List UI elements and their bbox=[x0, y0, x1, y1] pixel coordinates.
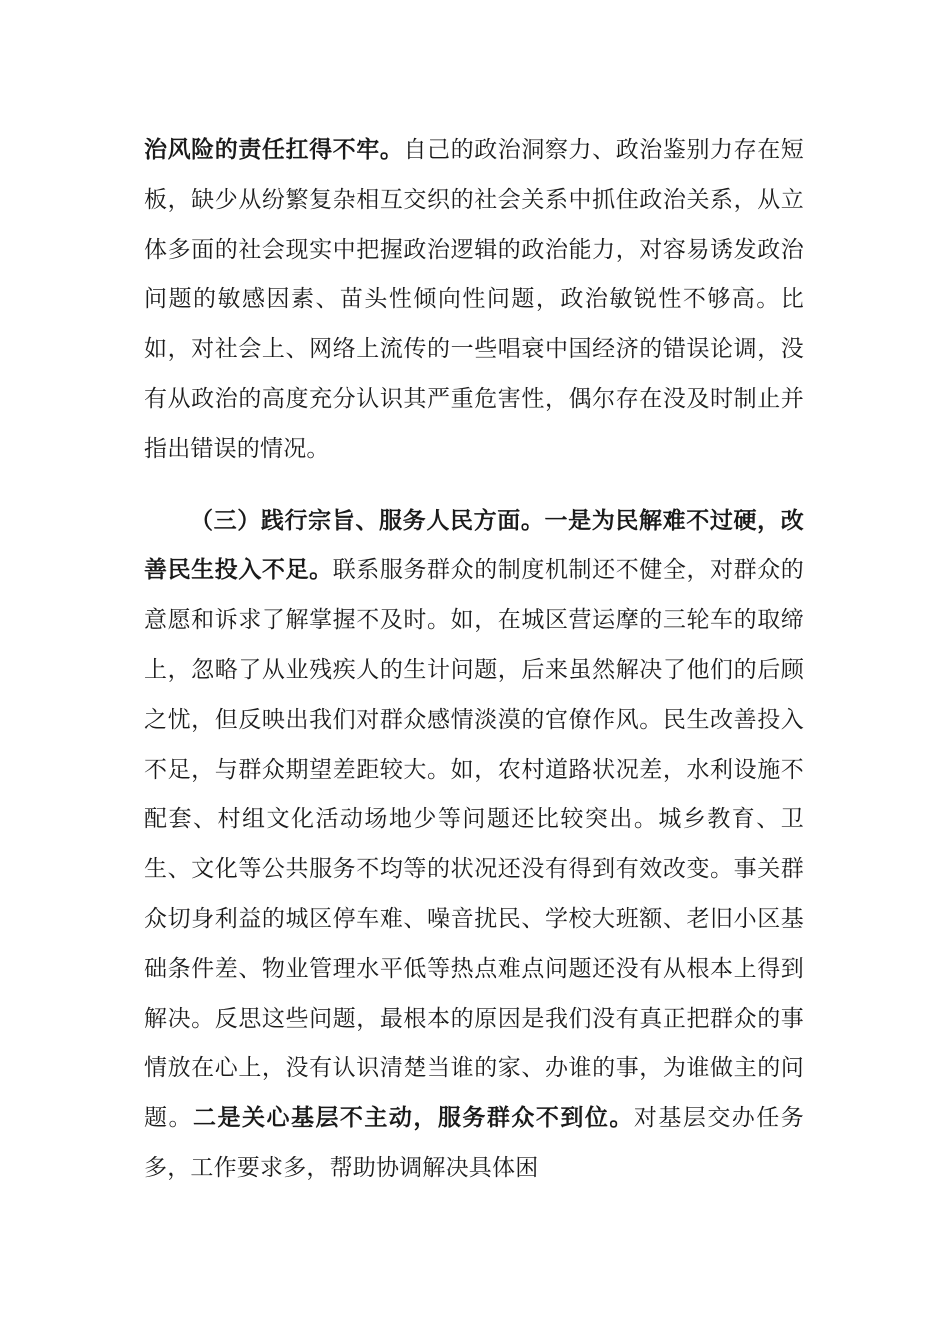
body-text: 联系服务群众的制度机制还不健全，对群众的意愿和诉求了解掌握不及时。如，在城区营运摩的三轮车的取缔上，忽略了从业残疾人的生计问题，后来虽然解决了他们的后顾之忧，但反映出我们对群众感情淡漠的官僚作风。民生改善投入不足，与群众期望差距较大。如，农村道路状况差，水利设施不配套、村组文化活动场地少等问题还比较突出。城乡教育、卫生、文化等公共服务不均等的状况还没有得到有效改变。事关群众切身利益的城区停车难、噪音扰民、学校大班额、老旧小区基础条件差、物业管理水平低等热点难点问题还没有从根本上得到解决。反思这些问题，最根本的原因是我们没有真正把群众的事情放在心上，没有认识清楚当谁的家、办谁的事，为谁做主的问题。 bbox=[144, 557, 804, 1132]
body-text: 自己的政治洞察力、政治鉴别力存在短板，缺少从纷繁复杂相互交织的社会关系中抓住政治关系，从立体多面的社会现实中把握政治逻辑的政治能力，对容易诱发政治问题的敏感因素、苗头性倾向性问题，政治敏锐性不够高。比如，对社会上、网络上流传的一些唱衰中国经济的错误论调，没有从政治的高度充分认识其严重危害性，偶尔存在没及时制止并指出错误的情况。 bbox=[144, 137, 804, 462]
bold-heading-text: 二是关心基层不主动，服务群众不到位。 bbox=[192, 1105, 634, 1132]
bold-heading-text: 治风险的责任扛得不牢。 bbox=[144, 137, 404, 163]
body-text: 对基层交办任务多，工作要求多，帮助协调解决具体困 bbox=[144, 1105, 804, 1181]
document-page bbox=[144, 126, 804, 1194]
paragraph-political-risk bbox=[144, 126, 804, 475]
section-heading-text: （三）践行宗旨、服务人民方面。一是为民解难不过硬，改善民生投入不足。 bbox=[144, 507, 804, 584]
paragraph-serve-people bbox=[144, 497, 804, 1194]
